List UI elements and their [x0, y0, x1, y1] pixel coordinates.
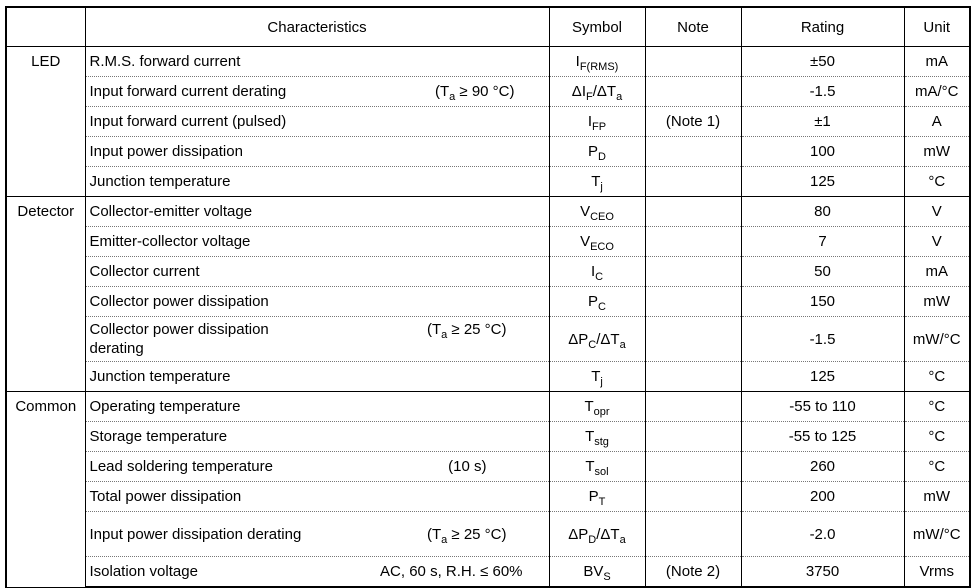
condition-tail: ≥ 25 °C) — [447, 321, 507, 338]
unit-cell: °C — [904, 362, 970, 392]
symbol-subscript: j — [600, 376, 603, 388]
symbol-base: V — [580, 233, 591, 250]
unit-cell: Vrms — [904, 557, 970, 588]
symbol-cell — [549, 257, 645, 287]
characteristic-label: Collector-emitter voltage — [89, 203, 253, 220]
characteristic-cell — [85, 197, 549, 227]
rating-cell: 80 — [741, 197, 904, 227]
symbol-subscript: sol — [594, 466, 609, 478]
rating-cell: 125 — [741, 167, 904, 197]
symbol-base: P — [588, 293, 599, 310]
group-label-led: LED — [6, 47, 85, 197]
symbol-cell — [549, 167, 645, 197]
characteristic-cell — [85, 557, 549, 588]
characteristic-cell — [85, 107, 549, 137]
characteristic-label: Input power dissipation derating — [89, 525, 302, 543]
note-cell — [645, 392, 741, 422]
rating-cell: ±1 — [741, 107, 904, 137]
symbol-subscript: opr — [593, 406, 610, 418]
symbol-cell: $\Delta P_D/\Delta T_a$ — [549, 512, 645, 557]
characteristic-label: Storage temperature — [89, 428, 228, 445]
header-rating: Rating — [741, 7, 904, 47]
characteristic-cell — [85, 137, 549, 167]
note-cell — [645, 257, 741, 287]
characteristic-cell — [85, 422, 549, 452]
table-row — [6, 392, 970, 422]
header-characteristics: Characteristics — [85, 7, 549, 47]
characteristic-label: Input forward current derating — [89, 83, 287, 100]
condition-tail: ≥ 25 °C) — [447, 525, 507, 543]
characteristic-label: Isolation voltage — [89, 563, 198, 580]
rating-cell: ±50 — [741, 47, 904, 77]
condition-subscript: a — [441, 329, 448, 341]
symbol-subscript: T — [598, 496, 606, 508]
unit-cell: V — [904, 197, 970, 227]
characteristic-cell — [85, 362, 549, 392]
characteristic-cell — [85, 392, 549, 422]
symbol-base: T — [591, 173, 601, 190]
symbol-subscript: FP — [592, 121, 607, 133]
note-cell — [645, 77, 741, 107]
characteristic-cell — [85, 167, 549, 197]
characteristic-label: Lead soldering temperature — [89, 458, 273, 475]
symbol-base: T — [591, 368, 601, 385]
unit-cell: °C — [904, 392, 970, 422]
table-row — [6, 482, 970, 512]
unit-cell: mA — [904, 47, 970, 77]
symbol-subscript: j — [600, 181, 603, 193]
unit-cell: °C — [904, 452, 970, 482]
unit-cell: °C — [904, 167, 970, 197]
rating-cell: -2.0 — [741, 512, 904, 557]
symbol-base: P — [588, 143, 599, 160]
characteristic-condition: (10 s) — [448, 458, 487, 475]
characteristic-wrap — [90, 525, 545, 544]
note-cell — [645, 47, 741, 77]
characteristic-label: Input power dissipation — [89, 143, 243, 160]
symbol-subscript: S — [603, 571, 611, 583]
characteristic-condition — [305, 525, 545, 544]
symbol-cell — [549, 392, 645, 422]
rating-cell: -55 to 125 — [741, 422, 904, 452]
characteristic-condition — [286, 82, 544, 101]
symbol-subscript: C — [598, 301, 606, 313]
note-cell — [645, 137, 741, 167]
characteristic-cell — [85, 47, 549, 77]
characteristic-label: Emitter-collector voltage — [89, 233, 251, 250]
symbol-subscript: F(RMS) — [579, 61, 619, 73]
header-symbol: Symbol — [549, 7, 645, 47]
table-row — [6, 287, 970, 317]
rating-cell: 50 — [741, 257, 904, 287]
note-cell — [645, 227, 741, 257]
unit-cell: mW — [904, 287, 970, 317]
symbol-base: P — [588, 488, 599, 505]
rating-cell: -55 to 110 — [741, 392, 904, 422]
table-row — [6, 137, 970, 167]
symbol-base: I — [587, 113, 593, 130]
unit-cell: A — [904, 107, 970, 137]
characteristic-label: Total power dissipation — [89, 488, 242, 505]
symbol-cell — [549, 137, 645, 167]
condition-prefix: (T — [426, 321, 442, 338]
symbol-cell: $\Delta P_C/\Delta T_a$ — [549, 317, 645, 362]
unit-cell: °C — [904, 422, 970, 452]
condition-subscript: a — [441, 533, 448, 546]
unit-cell: mW/°C — [904, 512, 970, 557]
header-unit: Unit — [904, 7, 970, 47]
header-note: Note — [645, 7, 741, 47]
table-row — [6, 47, 970, 77]
note-cell: (Note 2) — [645, 557, 741, 588]
note-cell — [645, 362, 741, 392]
characteristic-cell — [85, 227, 549, 257]
header-blank-cell — [6, 7, 85, 47]
unit-cell: V — [904, 227, 970, 257]
note-cell — [645, 422, 741, 452]
header-row — [6, 7, 970, 47]
characteristic-wrap — [90, 320, 545, 358]
characteristic-condition — [305, 320, 545, 339]
table-row — [6, 257, 970, 287]
symbol-cell — [549, 482, 645, 512]
note-cell — [645, 287, 741, 317]
characteristic-wrap — [90, 457, 545, 476]
symbol-subscript: stg — [594, 436, 609, 448]
symbol-subscript: CEO — [590, 211, 614, 223]
condition-prefix: (T — [426, 525, 442, 543]
table-row — [6, 227, 970, 257]
characteristic-label: Operating temperature — [89, 398, 241, 415]
symbol-cell — [549, 452, 645, 482]
characteristic-label: Junction temperature — [89, 368, 231, 385]
symbol-base: I — [590, 263, 596, 280]
symbol-cell — [549, 422, 645, 452]
symbol-subscript: ECO — [590, 241, 614, 253]
characteristic-cell — [85, 287, 549, 317]
condition-subscript: a — [449, 91, 456, 103]
rating-cell: 3750 — [741, 557, 904, 588]
symbol-base: T — [585, 428, 595, 445]
rating-cell: 125 — [741, 362, 904, 392]
symbol-base: V — [580, 203, 591, 220]
table-row — [6, 107, 970, 137]
symbol-base: T — [585, 458, 595, 475]
table-row — [6, 77, 970, 107]
characteristic-label: Junction temperature — [89, 173, 231, 190]
rating-cell: 150 — [741, 287, 904, 317]
symbol-cell — [549, 287, 645, 317]
condition-tail: ≥ 90 °C) — [455, 83, 515, 100]
symbol-base: BV — [583, 563, 604, 580]
characteristic-wrap — [90, 562, 545, 581]
rating-cell: 260 — [741, 452, 904, 482]
characteristic-label: Collector current — [89, 263, 200, 280]
table-row — [6, 362, 970, 392]
characteristic-cell — [85, 257, 549, 287]
symbol-cell — [549, 227, 645, 257]
symbol-cell: $\Delta I_F/\Delta T_a$ — [549, 77, 645, 107]
table-row — [6, 197, 970, 227]
unit-cell: mA/°C — [904, 77, 970, 107]
note-cell — [645, 452, 741, 482]
characteristic-cell — [85, 482, 549, 512]
characteristic-condition: AC, 60 s, R.H. ≤ 60% — [380, 563, 523, 580]
symbol-subscript: D — [598, 151, 606, 163]
characteristic-cell — [85, 317, 549, 362]
note-cell — [645, 512, 741, 557]
characteristic-cell — [85, 452, 549, 482]
group-label-common: Common — [6, 392, 85, 588]
absolute-maximum-ratings-table — [5, 6, 971, 588]
group-label-detector: Detector — [6, 197, 85, 392]
characteristic-cell — [85, 77, 549, 107]
unit-cell: mW — [904, 482, 970, 512]
condition-prefix: (T — [434, 83, 450, 100]
table-row — [6, 512, 970, 557]
characteristic-cell — [85, 512, 549, 557]
rating-cell: 200 — [741, 482, 904, 512]
symbol-cell — [549, 197, 645, 227]
characteristic-wrap — [90, 82, 545, 101]
characteristic-label: Collector power dissipation — [89, 293, 269, 310]
rating-cell: -1.5 — [741, 317, 904, 362]
note-cell — [645, 167, 741, 197]
symbol-base: T — [584, 398, 594, 415]
symbol-cell — [549, 362, 645, 392]
unit-cell: mA — [904, 257, 970, 287]
note-cell: (Note 1) — [645, 107, 741, 137]
table-row — [6, 557, 970, 588]
characteristic-label: R.M.S. forward current — [89, 53, 241, 70]
note-cell — [645, 317, 741, 362]
symbol-subscript: C — [595, 271, 604, 283]
note-cell — [645, 482, 741, 512]
unit-cell: mW/°C — [904, 317, 970, 362]
table-row — [6, 167, 970, 197]
characteristic-label: Input forward current (pulsed) — [89, 113, 287, 130]
table-row — [6, 422, 970, 452]
symbol-cell — [549, 557, 645, 588]
symbol-base: I — [575, 53, 580, 70]
characteristic-label: Collector power dissipation derating — [89, 321, 269, 357]
rating-cell: -1.5 — [741, 77, 904, 107]
table-row — [6, 452, 970, 482]
unit-cell: mW — [904, 137, 970, 167]
symbol-cell — [549, 47, 645, 77]
table-row — [6, 317, 970, 362]
note-cell — [645, 197, 741, 227]
rating-cell: 100 — [741, 137, 904, 167]
symbol-cell — [549, 107, 645, 137]
rating-cell: 7 — [741, 227, 904, 257]
